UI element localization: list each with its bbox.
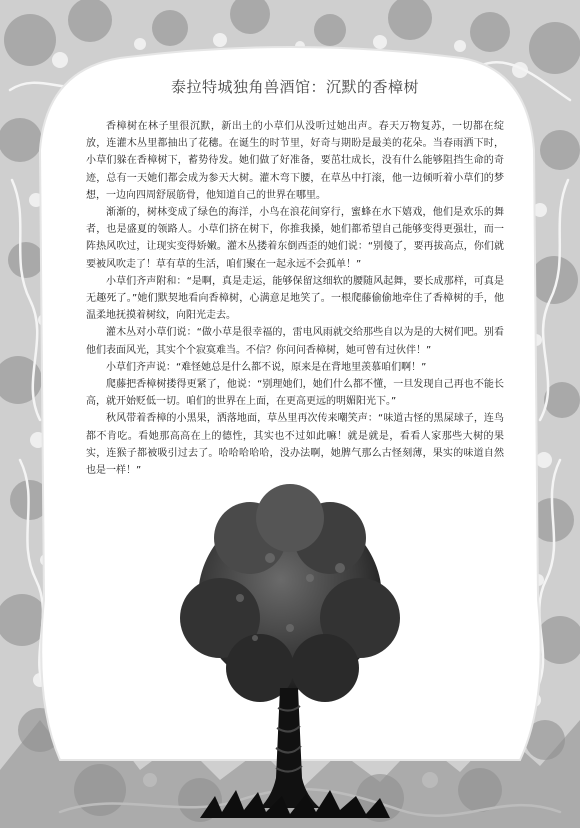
paragraph: 爬藤把香樟树搂得更紧了，他说：“别理她们，她们什么都不懂，一旦发现自己再也不能长高，就开始贬低一切。咱们的世界在上面，在更高更远的明媚阳光下。” (86, 379, 504, 408)
paragraph: 灌木丛对小草们说：“做小草是很幸福的，雷电风雨就交给那些自以为是的大树们吧。别看他们表面风光，其实个个寂寞难当。不信？你问问香樟树，她可曾有过伙伴！” (86, 327, 504, 356)
tree-trunk (260, 688, 320, 808)
paragraph: 香樟树在林子里很沉默，新出土的小草们从没听过她出声。春天万物复苏，一切都在绽放，连灌木丛里都抽出了花穗。在诞生的时节里，好奇与期盼是最美的花朵。当春雨洒下时，小草们躲在香樟树下，蓄势待发。她们做了好准备，要茁壮成长，没有什么能够阻挡生命的奇迹，总有一天她们都会成为参天大树。灌木弯下腰，在草丛中打滚，他一边倾听着小草们的梦想，一边向四周舒展筋骨，他知道自己的世界在哪里。 (86, 121, 504, 201)
paragraph: 小草们齐声附和：“是啊，真是走运，能够保留这细软的腰随风起舞，要长成那样，可真是无趣死了。”她们默契地看向香樟树，心满意足地笑了。一根爬藤偷偷地牵住了香樟树的手，他温柔地抚摸着树纹，向阳光走去。 (86, 275, 504, 322)
paragraph: 小草们齐声说：“难怪她总是什么都不说，原来是在背地里羡慕咱们啊！” (106, 361, 427, 373)
paragraph: 秋风带着香樟的小黑果，洒落地面，草丛里再次传来嘲笑声：“味道古怪的黑屎球子，连鸟都不肯吃。看她那高高在上的德性，其实也不过如此嘛！就是就是，看看人家那些大树的果实，连猴子都被吸引过去了。哈哈哈哈哈，没办法啊，她脾气那么古怪刻薄，果实的味道自然也是一样！” (86, 413, 504, 477)
tree-crown (180, 484, 400, 702)
page-title: 泰拉特城独角兽酒馆：沉默的香樟树 (170, 78, 419, 96)
paragraph: 渐渐的，树林变成了绿色的海洋，小鸟在浪花间穿行，蜜蜂在水下嬉戏，他们是欢乐的舞者，也是盛夏的领路人。小草们挤在树下，你推我搡，她们都希望自己能够变得更强壮，而一阵热风吹过，让现实变得娇嫩。灌木丛搂着东倒西歪的她们说：“别傻了，要再拔高点，你们就要被风吹走了！草有草的生活，咱们聚在一起永远不会孤单！” (86, 207, 504, 270)
story-body (86, 118, 504, 479)
camphor-tree-illustration (160, 478, 420, 818)
